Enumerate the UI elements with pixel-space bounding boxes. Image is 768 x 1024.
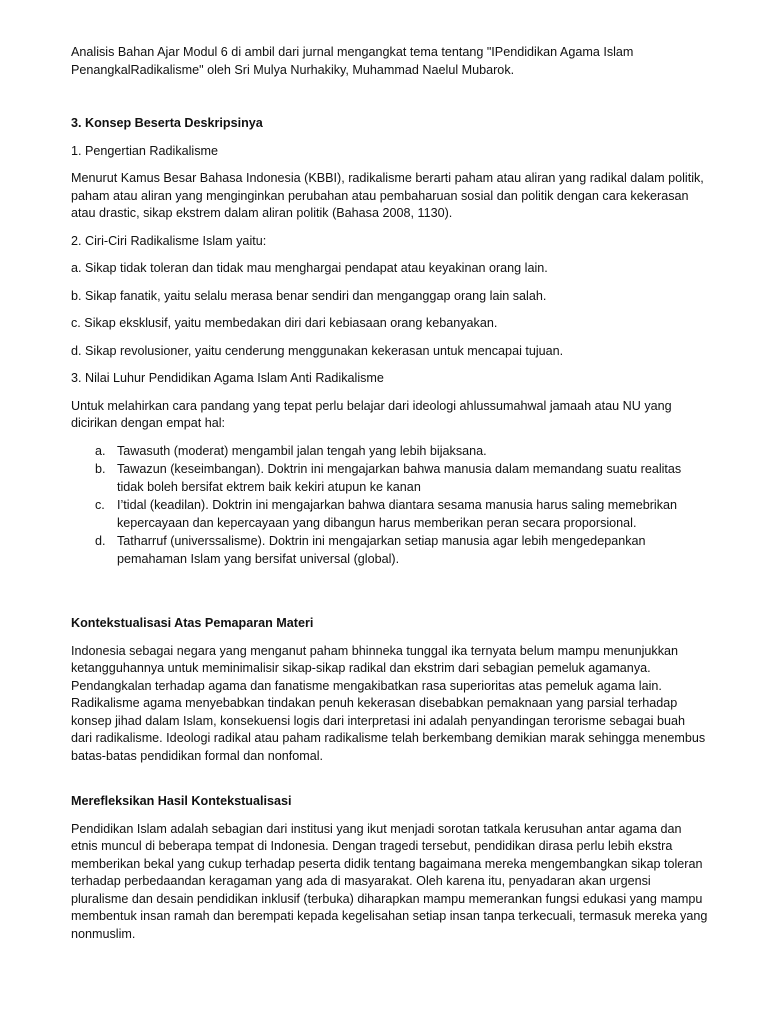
ciri-item-b: b. Sikap fanatik, yaitu selalu merasa benar sendiri dan menganggap orang lain salah.	[71, 288, 547, 303]
list-marker: b.	[95, 462, 106, 476]
list-item	[71, 461, 708, 496]
intro-paragraph: Analisis Bahan Ajar Modul 6 di ambil dari jurnal mengangkat tema tentang "IPendidikan Agama Islam PenangkalRadikalisme" oleh Sri Mulya Nurhakiky, Muhammad Naelul Mubarok.	[71, 45, 634, 77]
list-item	[71, 497, 708, 532]
list-item-text: Tawasuth (moderat) mengambil jalan tengah yang lebih bijaksana.	[117, 443, 487, 458]
subheading-nilai-luhur: 3. Nilai Luhur Pendidikan Agama Islam Anti Radikalisme	[71, 371, 384, 385]
list-item-text: I’tidal (keadilan). Doktrin ini mengajarkan bahwa diantara sesama manusia harus saling memebrikan kepercayaan dan kepercayaan yang dibangun harus memberikan peran secara proporsional.	[117, 498, 678, 530]
list-marker: a.	[95, 443, 106, 458]
subheading-pengertian: 1. Pengertian Radikalisme	[71, 143, 219, 158]
merefleksikan-heading: Merefleksikan Hasil Kontekstualisasi	[71, 794, 292, 808]
list-item-text: Tatharruf (universsalisme). Doktrin ini mengajarkan setiap manusia agar lebih mengedepankan pemahaman Islam yang bersifat universal (global).	[117, 534, 646, 566]
list-item	[71, 443, 708, 461]
list-marker: d.	[95, 534, 106, 548]
ciri-item-a: a. Sikap tidak toleran dan tidak mau menghargai pendapat atau keyakinan orang lain.	[71, 261, 548, 275]
section-3-heading: 3. Konsep Beserta Deskripsinya	[71, 116, 263, 130]
kontekstualisasi-heading: Kontekstualisasi Atas Pemaparan Materi	[71, 616, 314, 630]
list-marker: c.	[95, 498, 105, 512]
list-item-text: Tawazun (keseimbangan). Doktrin ini mengajarkan bahwa manusia dalam memandang suatu realitas tidak boleh bersifat ektrem baik kekiri atupun ke kanan	[117, 462, 682, 494]
paragraph-pengertian: Menurut Kamus Besar Bahasa Indonesia (KBBI), radikalisme berarti paham atau aliran yang radikal dalam politik, paham atau aliran yang menginginkan perubahan atau pembaharuan sosial dan politik dengan cara kekerasan atau drastic, sikap ekstrem dalam aliran politik (Bahasa 2008, 1130).	[71, 171, 704, 220]
list-item	[71, 533, 708, 568]
kontekstualisasi-body: Indonesia sebagai negara yang menganut paham bhinneka tunggal ika ternyata belum mampu menunjukkan ketangguhannya untuk meminimalisir sikap-sikap radikal dan ekstrim dari sebagian pemeluk agamanya. Pendangkalan terhadap agama dan fanatisme mengakibatkan rasa superioritas atas pemeluk agama lain. Radikalisme agama menyebabkan tindakan penuh kekerasan disebabkan pemaknaan yang parsial terhadap konsep jihad dalam Islam, konsekuensi logis dari interpretasi ini adalah penyandingan terorisme sebagai buah dari radikalisme. Ideologi radikal atau paham radikalisme telah berkembang demikian marak sehingga menembus batas-batas pendidikan formal dan nonfomal.	[71, 643, 706, 763]
ciri-item-c: c. Sikap eksklusif, yaitu membedakan diri dari kebiasaan orang kebanyakan.	[71, 316, 498, 330]
ciri-item-d: d. Sikap revolusioner, yaitu cenderung menggunakan kekerasan untuk mencapai tujuan.	[71, 343, 564, 358]
nilai-luhur-list	[71, 443, 708, 569]
paragraph-nilai-luhur: Untuk melahirkan cara pandang yang tepat perlu belajar dari ideologi ahlussumahwal jamaah atau NU yang dicirikan dengan empat hal:	[71, 398, 672, 430]
merefleksikan-body: Pendidikan Islam adalah sebagian dari institusi yang ikut menjadi sorotan tatkala kerusuhan antar agama dan etnis muncul di beberapa tempat di Indonesia. Dengan tragedi tersebut, pendidikan dirasa perlu lebih ekstra memberikan bekal yang cukup terhadap peserta didik tentang bagaimana mereka mengembangkan sikap toleran terhadap perbedaandan keragaman yang ada di masyarakat. Oleh karena itu, penyadaran akan urgensi pluralisme dan desain pendidikan inklusif (terbuka) diharapkan mampu memerankan fungsi edukasi yang mampu membentuk insan ramah dan berempati kepada kegelisahan setiap insan tanpa terkecuali, termasuk mereka yang nonmuslim.	[71, 821, 708, 941]
subheading-ciri: 2. Ciri-Ciri Radikalisme Islam yaitu:	[71, 233, 267, 248]
